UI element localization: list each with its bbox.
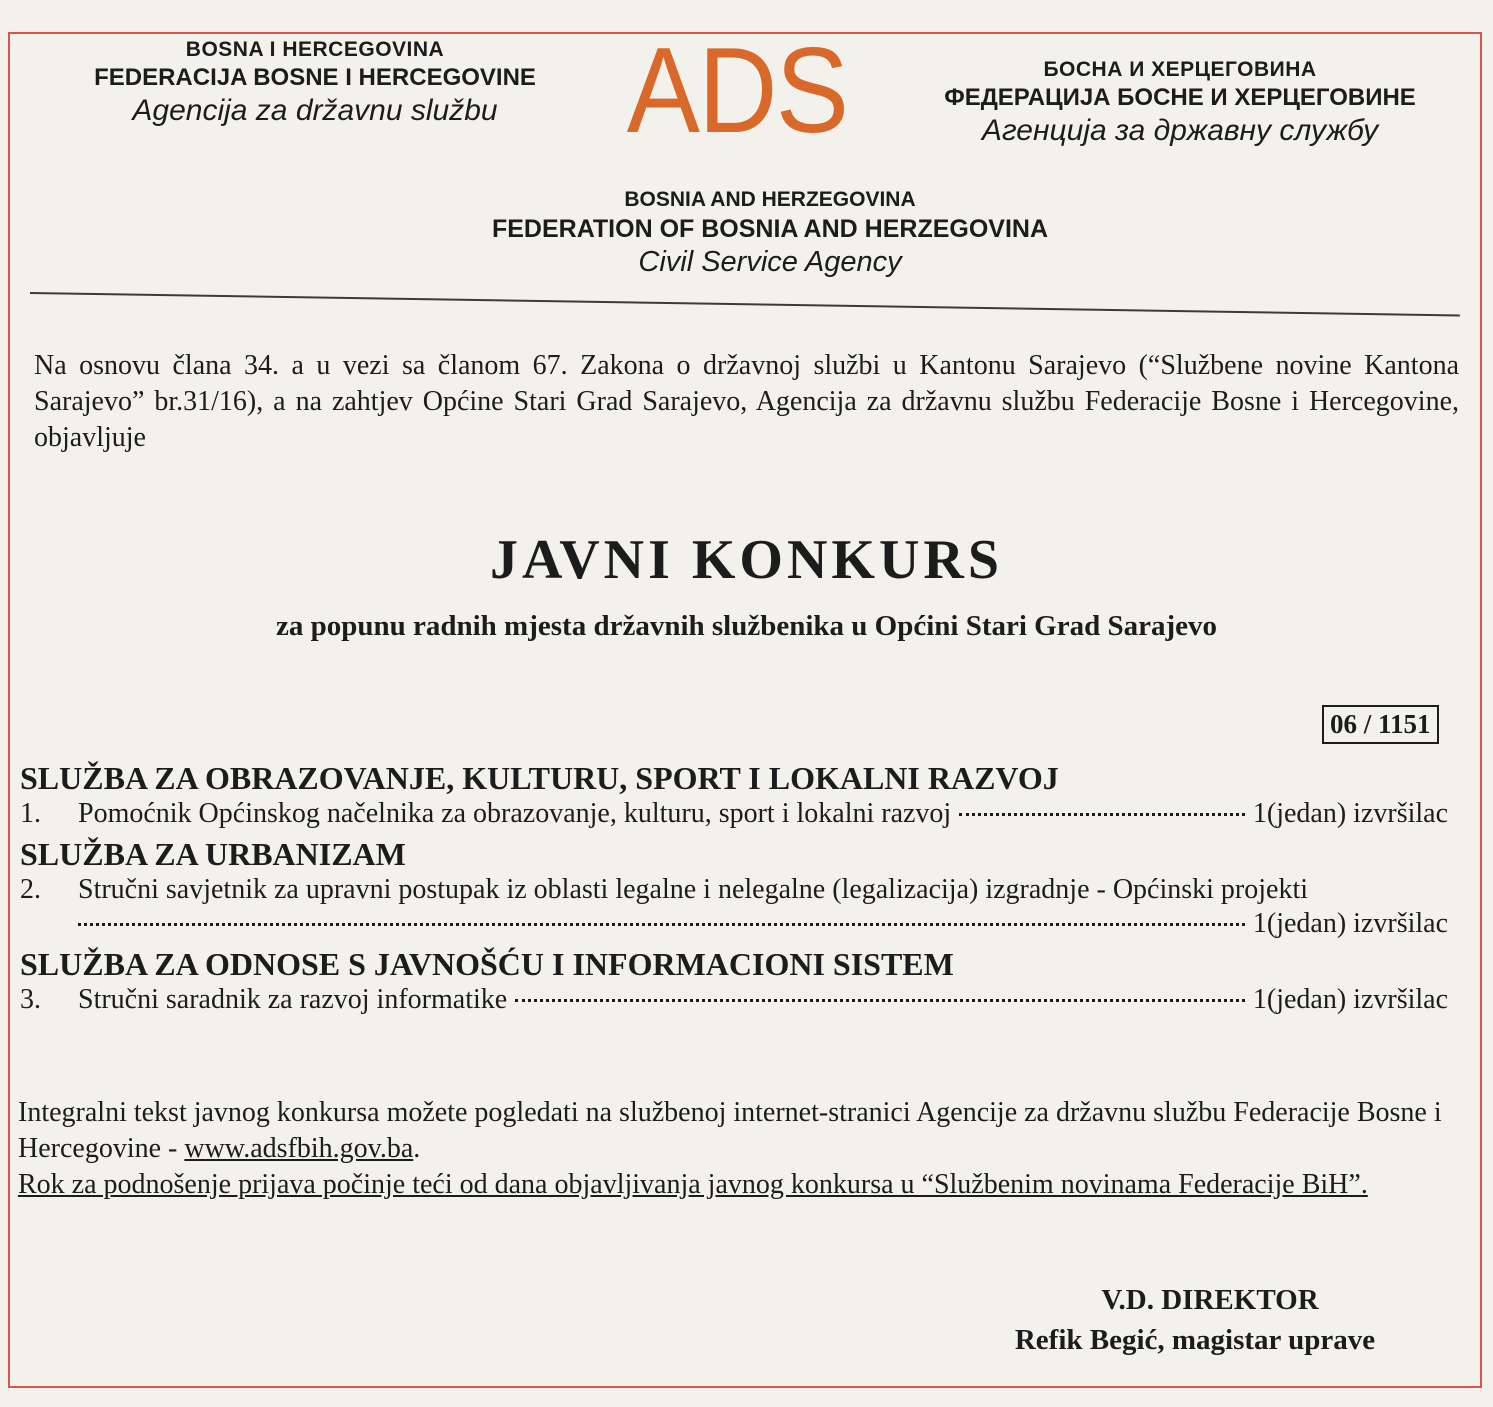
reference-number: 06 / 1151 [1322, 705, 1439, 744]
position-item [20, 797, 1448, 831]
position-count: 1(jedan) izvršilac [1252, 984, 1448, 1015]
position-title: Stručni saradnik za razvoj informatike [78, 984, 508, 1015]
header-left-federation: FEDERACIJA BOSNE I HERCEGOVINE [94, 64, 536, 91]
section-urbanism [20, 835, 1448, 941]
signature-block [960, 1280, 1430, 1360]
header-center [390, 188, 1150, 279]
position-count: 1(jedan) izvršilac [1252, 798, 1448, 829]
dot-leader [959, 813, 1245, 816]
dot-leader [515, 999, 1245, 1002]
position-number: 3. [20, 984, 41, 1015]
position-title: Pomoćnik Općinskog načelnika za obrazovanje, kulturu, sport i lokalni razvoj [78, 798, 952, 829]
position-item [20, 873, 1448, 941]
header-left-agency: Agencija za državnu službu [132, 94, 498, 127]
header-right-agency: Агенција за државну службу [981, 114, 1379, 147]
ads-logo: ADS [626, 22, 848, 158]
dot-leader [78, 923, 1245, 926]
signature-title: V.D. DIREKTOR [1101, 1284, 1319, 1316]
header-center-country: BOSNIA AND HERZEGOVINA [624, 188, 916, 211]
footer-text: Integralni tekst javnog konkursa možete pogledati na službenoj internet-stranici Agencije za državnu službu Federacije Bosne i Hercegovine - [18, 1097, 1442, 1164]
positions-list [20, 755, 1448, 1017]
intro-paragraph: Na osnovu člana 34. a u vezi sa članom 67. Zakona o državnoj službi u Kantonu Sarajevo (“Službene novine Kantona Sarajevo” br.31/16), a na zahtjev Općine Stari Grad Sarajevo, Agencija za državnu službu Federacije Bosne i Hercegovine, objavljuje [34, 350, 1459, 453]
position-item [20, 983, 1448, 1017]
header-left-country: BOSNA I HERCEGOVINA [185, 38, 445, 61]
document-title: JAVNI KONKURS [489, 529, 1004, 591]
header-center-agency: Civil Service Agency [638, 246, 902, 278]
document-subtitle: za popunu radnih mjesta državnih službenika u Općini Stari Grad Sarajevo [275, 610, 1218, 642]
footer [18, 1095, 1443, 1203]
header-right-federation: ФЕДЕРАЦИЈА БОСНЕ И ХЕРЦЕГОВИНЕ [944, 84, 1416, 111]
section-title: SLUŽBA ZA URBANIZAM [20, 836, 406, 872]
header-right [880, 58, 1480, 148]
position-number: 1. [20, 798, 41, 829]
section-title: SLUŽBA ZA ODNOSE S JAVNOŠĆU I INFORMACIONI SISTEM [20, 946, 954, 982]
header-right-country: БОСНА И ХЕРЦЕГОВИНА [1043, 58, 1317, 81]
header-left [40, 38, 590, 128]
position-title: Stručni savjetnik za upravni postupak iz oblasti legalne i nelegalne (legalizacija) izgradnje - Općinski projekti [78, 874, 1309, 905]
header-center-federation: FEDERATION OF BOSNIA AND HERZEGOVINA [491, 215, 1049, 243]
section-title: SLUŽBA ZA OBRAZOVANJE, KULTURU, SPORT I LOKALNI RAZVOJ [20, 760, 1059, 796]
deadline-notice: Rok za podnošenje prijava počinje teći od dana objavljivanja javnog konkursa u “Službenim novinama Federacije BiH”. [18, 1169, 1368, 1200]
link-suffix: . [413, 1133, 421, 1164]
signature-name: Refik Begić, magistar uprave [1014, 1324, 1376, 1356]
position-count: 1(jedan) izvršilac [1252, 908, 1448, 939]
position-number: 2. [20, 874, 41, 905]
section-public-relations [20, 945, 1448, 1017]
agency-website-link[interactable]: www.adsfbih.gov.ba [184, 1133, 414, 1164]
section-education [20, 759, 1448, 831]
